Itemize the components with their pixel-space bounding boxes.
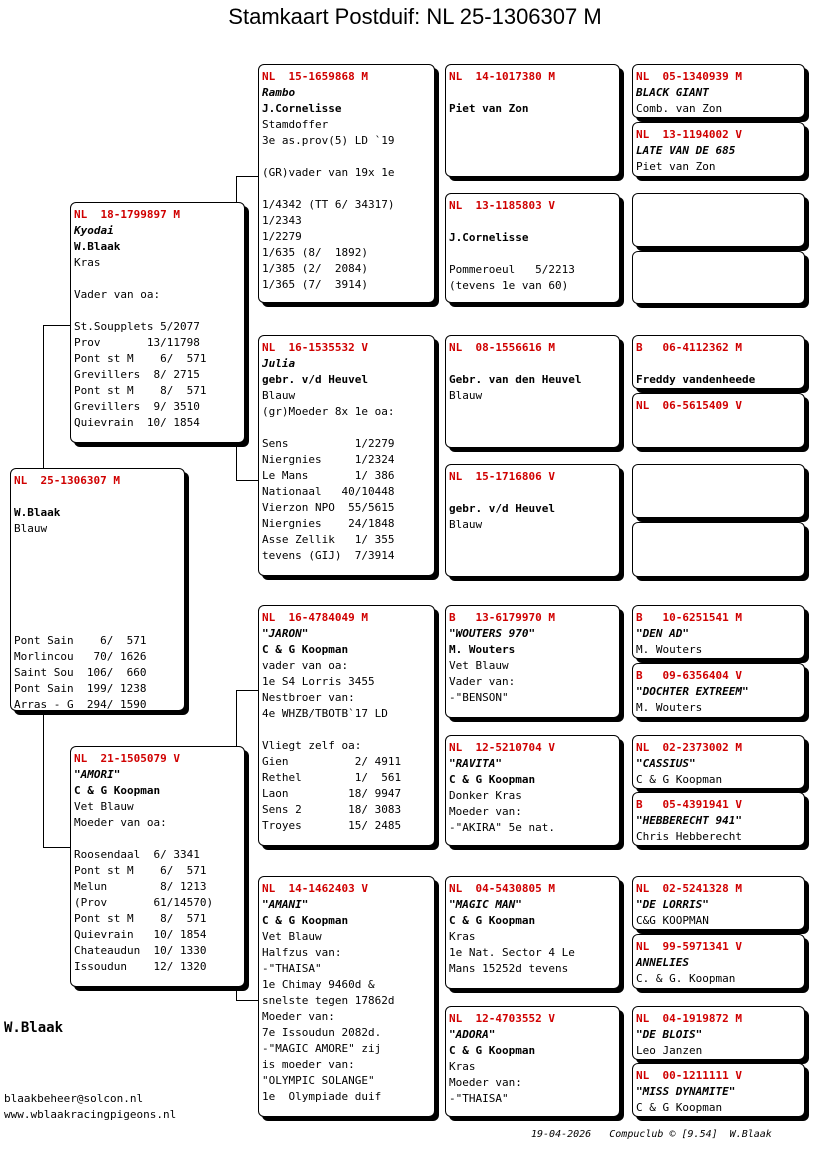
connector-line (43, 325, 44, 468)
spacer (14, 489, 181, 505)
pigeon-info-line: Pont st M 6/ 571 (74, 352, 207, 365)
pigeon-info-line: Le Mans 1/ 386 (262, 469, 395, 482)
pigeon-card-g13[interactable] (632, 876, 805, 930)
pigeon-name: "ADORA" (449, 1028, 496, 1041)
pigeon-owner: M. Wouters (449, 643, 516, 656)
pigeon-info-line: -"THAISA" (449, 1092, 509, 1105)
pigeon-card-g9[interactable] (632, 605, 805, 659)
pigeon-info-line: 1/2343 (262, 214, 302, 227)
pigeon-name: Julia (262, 357, 296, 370)
pigeon-card-g12[interactable] (632, 792, 805, 846)
ring-number: B 13-6179970 M (449, 611, 555, 624)
pigeon-owner: J.Cornelisse (262, 102, 342, 115)
pigeon-info-line: Pommeroeul 5/2213 (449, 263, 575, 276)
ring-number: NL 15-1716806 V (449, 470, 555, 483)
pigeon-info-line: 3e as.prov(5) LD `19 (262, 134, 395, 147)
pigeon-info-line: -"BENSON" (449, 691, 509, 704)
pigeon-info-line: C & G Koopman (636, 1101, 723, 1114)
pigeon-info-line: Moeder van: (449, 805, 522, 818)
pigeon-info-line: Melun 8/ 1213 (74, 880, 207, 893)
pigeon-info-line: Donker Kras (449, 789, 522, 802)
pigeon-card-g3[interactable] (632, 193, 805, 247)
pigeon-info-line: Gien 2/ 4911 (262, 755, 402, 768)
spacer (449, 246, 616, 262)
pigeon-info-line: Kras (74, 256, 101, 269)
ring-number: B 06-4112362 M (636, 341, 742, 354)
pigeon-owner: C & G Koopman (262, 643, 349, 656)
pigeon-info-line: Niergnies 24/1848 (262, 517, 395, 530)
pigeon-card-fff[interactable] (445, 64, 620, 177)
spacer (14, 585, 181, 601)
pigeon-info-line: J.Cornelisse (449, 231, 529, 244)
ring-number: NL 21-1505079 V (74, 752, 180, 765)
pigeon-info-line: Stamdoffer (262, 118, 329, 131)
pigeon-info-line: Kras (449, 930, 476, 943)
spacer (262, 149, 431, 165)
pigeon-info-line: Kras (449, 1060, 476, 1073)
pigeon-card-mm[interactable] (258, 876, 435, 1117)
pigeon-info-line: Moeder van: (262, 1010, 335, 1023)
pigeon-card-g8[interactable] (632, 522, 805, 577)
breeder-name: W.Blaak (4, 1020, 64, 1036)
pigeon-info-line: Pont st M 6/ 571 (74, 864, 207, 877)
email-link[interactable]: blaakbeheer@solcon.nl (4, 1092, 144, 1105)
pigeon-info-line: 1e Olympiade duif (262, 1090, 382, 1103)
pigeon-owner: C & G Koopman (449, 914, 536, 927)
ring-number: NL 15-1659868 M (262, 70, 368, 83)
pigeon-info-line: tevens (GIJ) 7/3914 (262, 549, 395, 562)
pigeon-info-line: M. Wouters (636, 701, 703, 714)
spacer (14, 553, 181, 569)
pigeon-info-line: 1/2279 (262, 230, 302, 243)
ring-number: NL 00-1211111 V (636, 1069, 742, 1082)
pigeon-info-line: 1/4342 (TT 6/ 34317) (262, 198, 395, 211)
pigeon-info-line: Vader van oa: (74, 288, 161, 301)
pigeon-info-line: gebr. v/d Heuvel (449, 502, 555, 515)
pigeon-name: "AMANI" (262, 898, 309, 911)
ring-number: NL 14-1017380 M (449, 70, 555, 83)
page-title: Stamkaart Postduif: NL 25-1306307 M (228, 4, 602, 29)
ring-number: NL 99-5971341 V (636, 940, 742, 953)
pigeon-info-line: Nestbroer van: (262, 691, 355, 704)
pigeon-name: "CASSIUS" (636, 757, 696, 770)
spacer (262, 722, 431, 738)
pigeon-info-line: W.Blaak (14, 506, 61, 519)
ring-number: NL 08-1556616 M (449, 341, 555, 354)
ring-number: NL 13-1185803 V (449, 199, 555, 212)
pigeon-info-line: Arras - G 294/ 1590 (14, 698, 147, 711)
spacer (449, 85, 616, 101)
pigeon-card-g11[interactable] (632, 735, 805, 789)
pigeon-info-line: Grevillers 8/ 2715 (74, 368, 200, 381)
pigeon-info-line: Mans 15252d tevens (449, 962, 569, 975)
ring-number: NL 05-1340939 M (636, 70, 742, 83)
pigeon-name: "AMORI" (74, 768, 121, 781)
pigeon-info-line: 7e Issoudun 2082d. (262, 1026, 382, 1039)
pigeon-info-line: C & G Koopman (636, 773, 723, 786)
pigeon-info-line: Leo Janzen (636, 1044, 703, 1057)
pigeon-info-line: Pont st M 8/ 571 (74, 912, 207, 925)
pigeon-info-line: Quievrain 10/ 1854 (74, 928, 207, 941)
spacer (449, 356, 616, 372)
pigeon-name: "DE LORRIS" (636, 898, 709, 911)
pigeon-card-mmf[interactable] (445, 876, 620, 989)
pigeon-info-line: vader van oa: (262, 659, 349, 672)
ring-number: NL 12-4703552 V (449, 1012, 555, 1025)
pigeon-card-g14[interactable] (632, 934, 805, 989)
pigeon-info-line: Troyes 15/ 2485 (262, 819, 402, 832)
spacer (74, 271, 241, 287)
ring-number: NL 04-5430805 M (449, 882, 555, 895)
pigeon-card-fm[interactable] (258, 335, 435, 576)
connector-line (43, 325, 70, 326)
pigeon-card-mf[interactable] (258, 605, 435, 846)
ring-number: NL 18-1799897 M (74, 208, 180, 221)
spacer (449, 214, 616, 230)
pigeon-info-line: (GR)vader van 19x 1e (262, 166, 395, 179)
pigeon-card-mmm[interactable] (445, 1006, 620, 1117)
pigeon-info-line: (tevens 1e van 60) (449, 279, 569, 292)
pigeon-info-line: Piet van Zon (636, 160, 716, 173)
pigeon-info-line: C&G KOOPMAN (636, 914, 709, 927)
pigeon-info-line: Laon 18/ 9947 (262, 787, 402, 800)
pigeon-info-line: Blauw (449, 389, 483, 402)
pigeon-card-subject[interactable] (10, 468, 185, 711)
pigeon-info-line: "OLYMPIC SOLANGE" (262, 1074, 375, 1087)
pigeon-info-line: Prov 13/11798 (74, 336, 200, 349)
ring-number: NL 12-5210704 V (449, 741, 555, 754)
pigeon-info-line: 1e Nat. Sector 4 Le (449, 946, 575, 959)
connector-line (236, 176, 258, 177)
spacer (74, 303, 241, 319)
pigeon-name: LATE VAN DE 685 (636, 144, 736, 157)
pigeon-owner: C & G Koopman (449, 773, 536, 786)
pigeon-info-line: Freddy vandenheede (636, 373, 756, 386)
pigeon-card-ff[interactable] (258, 64, 435, 303)
ring-number: NL 04-1919872 M (636, 1012, 742, 1025)
spacer (14, 617, 181, 633)
pigeon-info-line: Vet Blauw (74, 800, 134, 813)
pigeon-card-g4[interactable] (632, 251, 805, 304)
connector-line (236, 480, 258, 481)
spacer (14, 537, 181, 553)
pigeon-info-line: Gebr. van den Heuvel (449, 373, 582, 386)
pigeon-name: ANNELIES (636, 956, 689, 969)
pigeon-name: "RAVITA" (449, 757, 502, 770)
pigeon-info-line: Nationaal 40/10448 (262, 485, 395, 498)
pigeon-info-line: Halfzus van: (262, 946, 342, 959)
pigeon-info-line: Pont Sain 199/ 1238 (14, 682, 147, 695)
pigeon-name: Kyodai (74, 224, 114, 237)
pigeon-info-line: Grevillers 9/ 3510 (74, 400, 200, 413)
pigeon-info-line: is moeder van: (262, 1058, 355, 1071)
website-link[interactable]: www.wblaakracingpigeons.nl (4, 1108, 177, 1121)
pigeon-name: "DOCHTER EXTREEM" (636, 685, 749, 698)
spacer (636, 356, 801, 372)
pigeon-owner: C & G Koopman (262, 914, 349, 927)
pigeon-name: "HEBBERECHT 941" (636, 814, 742, 827)
pigeon-name: BLACK GIANT (636, 86, 709, 99)
pigeon-info-line: 1e S4 Lorris 3455 (262, 675, 375, 688)
pigeon-info-line: Sens 2 18/ 3083 (262, 803, 402, 816)
pigeon-card-father[interactable] (70, 202, 245, 443)
pigeon-card-g5[interactable] (632, 335, 805, 389)
pigeon-card-g6[interactable] (632, 393, 805, 448)
pigeon-info-line: Blauw (262, 389, 296, 402)
pigeon-info-line: Asse Zellik 1/ 355 (262, 533, 395, 546)
pigeon-owner: C & G Koopman (449, 1044, 536, 1057)
ring-number: NL 16-1535532 V (262, 341, 368, 354)
ring-number: NL 06-5615409 V (636, 399, 742, 412)
ring-number: NL 25-1306307 M (14, 474, 120, 487)
pigeon-info-line: -"AKIRA" 5e nat. (449, 821, 555, 834)
ring-number: B 05-4391941 V (636, 798, 742, 811)
pigeon-card-mff[interactable] (445, 605, 620, 718)
pigeon-name: Rambo (262, 86, 296, 99)
pigeon-info-line: Moeder van: (449, 1076, 522, 1089)
pigeon-info-line: Rethel 1/ 561 (262, 771, 402, 784)
pigeon-info-line: C. & G. Koopman (636, 972, 736, 985)
pigeon-card-mother[interactable] (70, 746, 245, 987)
pigeon-info-line: (gr)Moeder 8x 1e oa: (262, 405, 395, 418)
pigeon-info-line: Quievrain 10/ 1854 (74, 416, 200, 429)
pigeon-info-line: M. Wouters (636, 643, 703, 656)
ring-number: NL 02-5241328 M (636, 882, 742, 895)
pigeon-card-mfm[interactable] (445, 735, 620, 846)
footer-text: 19-04-2026 Compuclub © [9.54] W.Blaak (531, 1129, 772, 1140)
spacer (262, 420, 431, 436)
pigeon-info-line: Chris Hebberecht (636, 830, 742, 843)
connector-line (43, 847, 70, 848)
ring-number: NL 16-4784049 M (262, 611, 368, 624)
pigeon-name: "MISS DYNAMITE" (636, 1085, 736, 1098)
pigeon-info-line: 1/385 (2/ 2084) (262, 262, 368, 275)
ring-number: NL 02-2373002 M (636, 741, 742, 754)
connector-line (236, 1000, 258, 1001)
ring-number: NL 14-1462403 V (262, 882, 368, 895)
connector-line (236, 690, 258, 691)
pigeon-info-line: snelste tegen 17862d (262, 994, 395, 1007)
pigeon-card-g16[interactable] (632, 1063, 805, 1117)
ring-number: B 10-6251541 M (636, 611, 742, 624)
pigeon-info-line: Vliegt zelf oa: (262, 739, 362, 752)
pigeon-info-line: Pont Sain 6/ 571 (14, 634, 147, 647)
pigeon-info-line: Blauw (14, 522, 48, 535)
pigeon-card-ffm[interactable] (445, 193, 620, 303)
spacer (449, 485, 616, 501)
pigeon-info-line: 1/635 (8/ 1892) (262, 246, 368, 259)
pigeon-info-line: Saint Sou 106/ 660 (14, 666, 147, 679)
spacer (262, 181, 431, 197)
pigeon-card-g2[interactable] (632, 122, 805, 177)
pigeon-card-g1[interactable] (632, 64, 805, 118)
pigeon-info-line: Comb. van Zon (636, 102, 723, 115)
pigeon-card-fmf[interactable] (445, 335, 620, 448)
pigeon-info-line: Roosendaal 6/ 3341 (74, 848, 200, 861)
pigeon-name: "WOUTERS 970" (449, 627, 536, 640)
spacer (14, 601, 181, 617)
pigeon-info-line: Morlincou 70/ 1626 (14, 650, 147, 663)
pigeon-info-line: 1e Chimay 9460d & (262, 978, 375, 991)
pigeon-info-line: 1/365 (7/ 3914) (262, 278, 368, 291)
pigeon-name: "JARON" (262, 627, 309, 640)
pigeon-info-line: Chateaudun 10/ 1330 (74, 944, 207, 957)
pigeon-info-line: -"MAGIC AMORE" zij (262, 1042, 382, 1055)
pigeon-name: "DEN AD" (636, 627, 689, 640)
pigeon-info-line: 4e WHZB/TBOTB`17 LD (262, 707, 388, 720)
ring-number: NL 13-1194002 V (636, 128, 742, 141)
pigeon-owner: gebr. v/d Heuvel (262, 373, 368, 386)
pigeon-info-line: Moeder van oa: (74, 816, 167, 829)
spacer (14, 569, 181, 585)
connector-line (43, 712, 44, 847)
pigeon-name: "DE BLOIS" (636, 1028, 703, 1041)
pigeon-card-g15[interactable] (632, 1006, 805, 1060)
ring-number: B 09-6356404 V (636, 669, 742, 682)
pigeon-info-line: Vierzon NPO 55/5615 (262, 501, 395, 514)
pigeon-owner: C & G Koopman (74, 784, 161, 797)
pigeon-card-g7[interactable] (632, 464, 805, 518)
pigeon-info-line: St.Soupplets 5/2077 (74, 320, 200, 333)
spacer (74, 831, 241, 847)
pigeon-name: "MAGIC MAN" (449, 898, 522, 911)
pigeon-info-line: Blauw (449, 518, 483, 531)
pigeon-info-line: Niergnies 1/2324 (262, 453, 395, 466)
pigeon-info-line: Vet Blauw (449, 659, 509, 672)
pigeon-info-line: Piet van Zon (449, 102, 529, 115)
pigeon-card-fmm[interactable] (445, 464, 620, 577)
pigeon-info-line: Vet Blauw (262, 930, 322, 943)
pigeon-info-line: -"THAISA" (262, 962, 322, 975)
pigeon-info-line: (Prov 61/14570) (74, 896, 214, 909)
pigeon-info-line: Issoudun 12/ 1320 (74, 960, 207, 973)
pigeon-info-line: Vader van: (449, 675, 516, 688)
pigeon-owner: W.Blaak (74, 240, 121, 253)
pigeon-info-line: Pont st M 8/ 571 (74, 384, 207, 397)
pigeon-card-g10[interactable] (632, 663, 805, 718)
pigeon-info-line: Sens 1/2279 (262, 437, 395, 450)
